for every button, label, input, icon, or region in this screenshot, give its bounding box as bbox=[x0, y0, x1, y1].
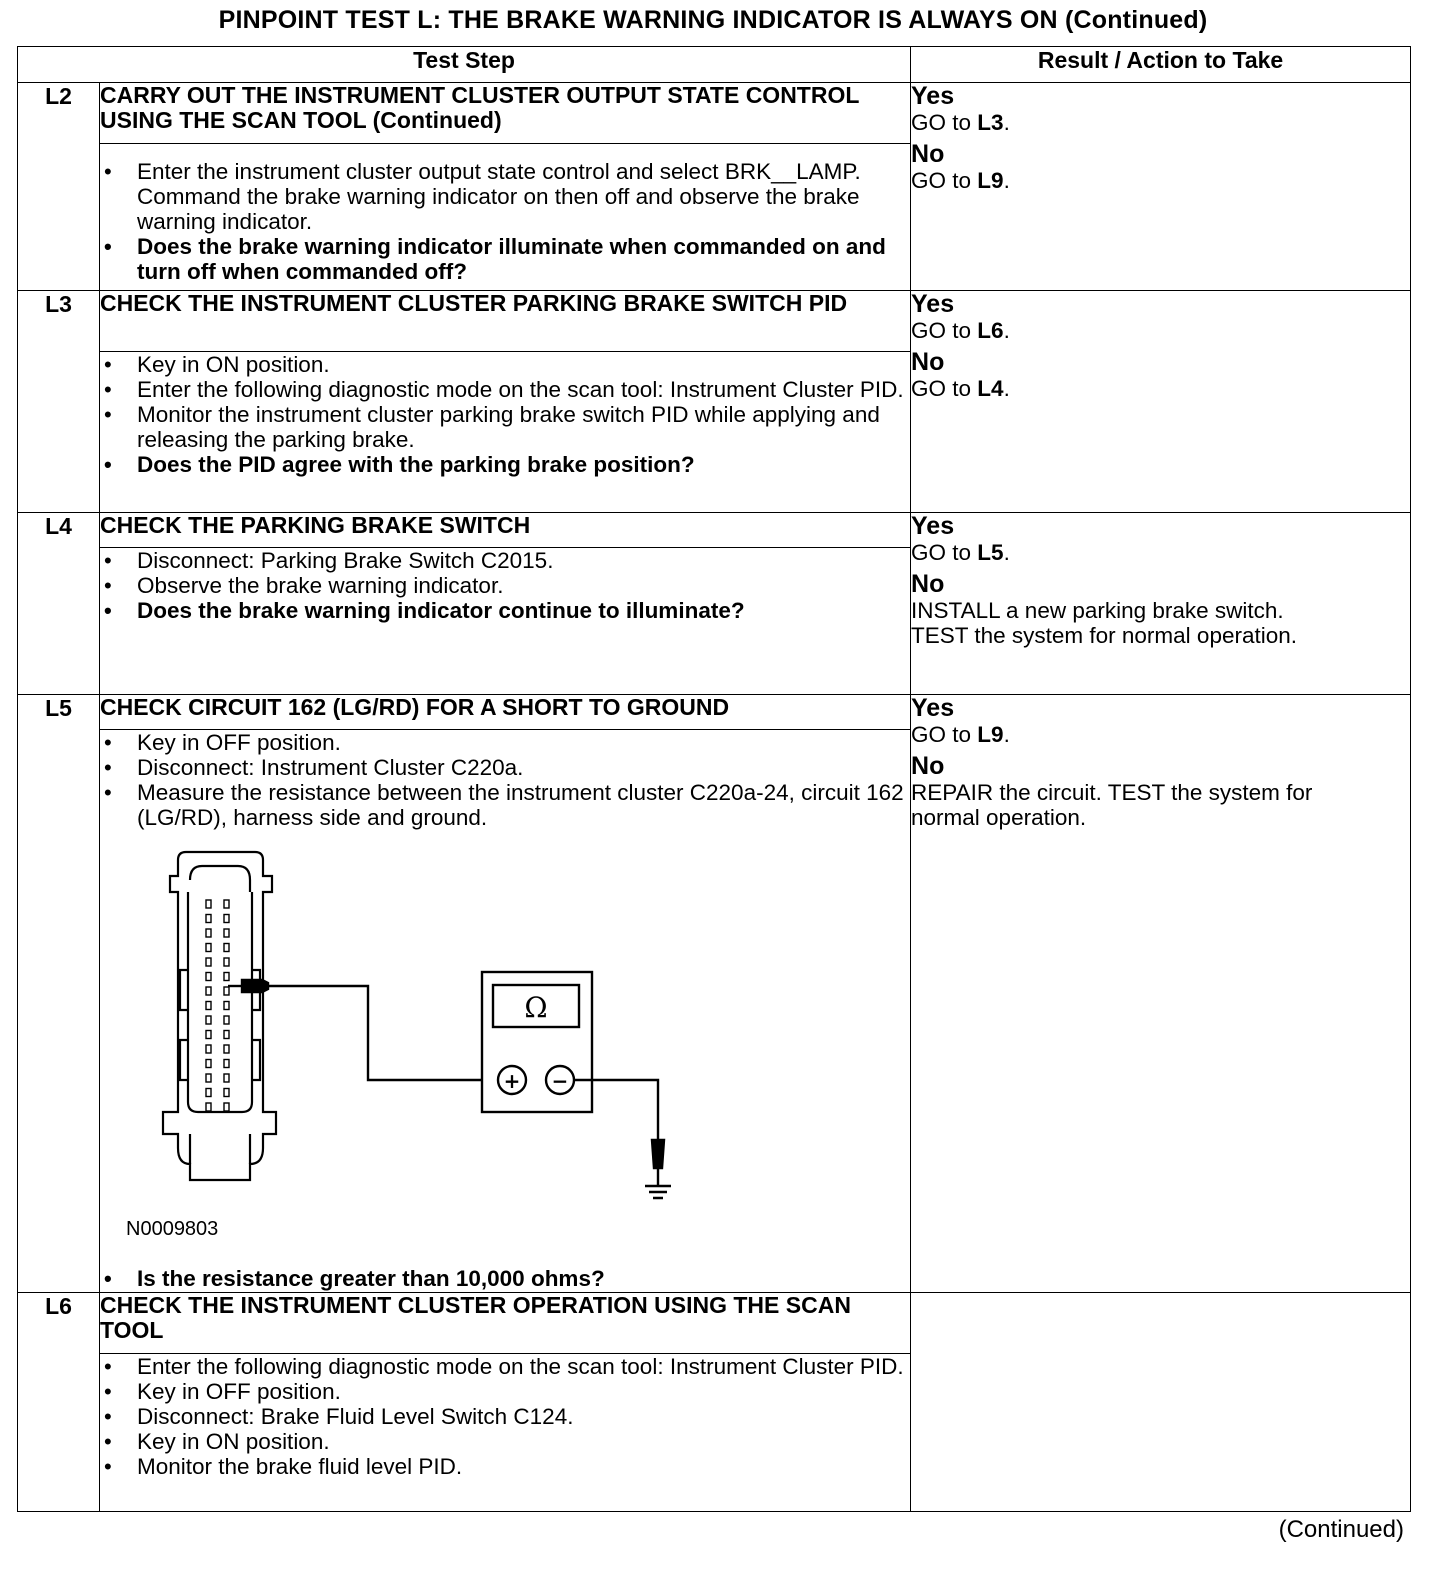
list-item: • Enter the following diagnostic mode on the scan tool: Instrument Cluster PID. bbox=[100, 377, 910, 402]
list-item: • Key in ON position. bbox=[100, 1429, 910, 1454]
step-l2-body bbox=[100, 144, 911, 291]
list-item: • Measure the resistance between the instrument cluster C220a-24, circuit 162 (LG/RD), harness side and ground. bbox=[100, 780, 910, 830]
list-item: • Key in OFF position. bbox=[100, 730, 910, 755]
connector-pin-cavity bbox=[224, 900, 229, 908]
connector-pin-cavity bbox=[224, 1074, 229, 1082]
no-action-line: normal operation. bbox=[911, 805, 1087, 830]
step-question: • Does the brake warning indicator illuminate when commanded on and turn off when commanded off? bbox=[100, 234, 910, 284]
plus-sign: + bbox=[503, 1069, 521, 1093]
step-l3-title-row bbox=[18, 291, 1411, 352]
step-l6-body bbox=[100, 1354, 911, 1512]
connector-pin-cavity bbox=[206, 929, 211, 937]
step-id-l4: L4 bbox=[18, 513, 100, 695]
connector-pin-cavity bbox=[224, 1089, 229, 1097]
positive-lead-wire bbox=[268, 986, 482, 1080]
list-item: • Observe the brake warning indicator. bbox=[100, 573, 910, 598]
connector-pin-cavity bbox=[224, 1016, 229, 1024]
step-l5-body bbox=[100, 730, 911, 1293]
connector-pin-cavity bbox=[206, 1089, 211, 1097]
yes-target-link[interactable]: L5 bbox=[977, 540, 1004, 565]
ohm-symbol: Ω bbox=[524, 991, 548, 1024]
figure-code: N0009803 bbox=[126, 1218, 219, 1240]
continued-footer: (Continued) bbox=[1278, 1516, 1404, 1543]
connector-pin-cavity bbox=[224, 944, 229, 952]
connector-latch bbox=[190, 866, 250, 892]
step-l4-body bbox=[100, 548, 911, 695]
connector-pin-cavity bbox=[224, 1060, 229, 1068]
connector-diagram bbox=[100, 830, 740, 1270]
list-item: • Enter the instrument cluster output state control and select BRK__LAMP. Command the brake warning indicator on then off and observe the brake warning indicator. bbox=[100, 159, 910, 234]
connector-pin-cavity bbox=[224, 1031, 229, 1039]
connector-pin-cavity bbox=[206, 1016, 211, 1024]
step-l2-result bbox=[911, 83, 1411, 291]
connector-pin-cavity bbox=[206, 987, 211, 995]
connector-pins bbox=[206, 900, 229, 1111]
list-item: • Disconnect: Instrument Cluster C220a. bbox=[100, 755, 910, 780]
connector-pin-cavity bbox=[206, 1060, 211, 1068]
step-l4-result bbox=[911, 513, 1411, 695]
connector-pin-cavity bbox=[206, 1074, 211, 1082]
step-id-l2: L2 bbox=[18, 83, 100, 291]
no-action-line: INSTALL a new parking brake switch. bbox=[911, 598, 1284, 623]
step-l3-result bbox=[911, 291, 1411, 513]
connector-pin-cavity bbox=[224, 987, 229, 995]
step-l2-title-row bbox=[18, 83, 1411, 144]
list-item: • Disconnect: Parking Brake Switch C2015. bbox=[100, 548, 910, 573]
yes-action: GO to L5. bbox=[911, 540, 1010, 565]
no-target-link[interactable]: L4 bbox=[977, 376, 1004, 401]
no-action-line: TEST the system for normal operation. bbox=[911, 623, 1298, 648]
step-l6-result bbox=[911, 1293, 1411, 1512]
connector-pin-cavity bbox=[224, 929, 229, 937]
no-target-link[interactable]: L9 bbox=[977, 168, 1004, 193]
table-header-row bbox=[18, 47, 1411, 83]
list-item: • Monitor the brake fluid level PID. bbox=[100, 1454, 910, 1479]
list-item: • Disconnect: Brake Fluid Level Switch C124. bbox=[100, 1404, 910, 1429]
connector-pin-cavity bbox=[206, 1002, 211, 1010]
step-l5-title-row bbox=[18, 695, 1411, 730]
negative-lead-wire bbox=[574, 1080, 658, 1140]
step-l4-title: CHECK THE PARKING BRAKE SWITCH bbox=[100, 513, 911, 548]
yes-label: Yes bbox=[911, 82, 955, 110]
probe-body bbox=[242, 980, 268, 992]
no-label: No bbox=[911, 348, 945, 376]
connector-pin-cavity bbox=[206, 973, 211, 981]
header-result: Result / Action to Take bbox=[911, 47, 1411, 83]
step-l3-body bbox=[100, 352, 911, 513]
connector-base bbox=[190, 1134, 250, 1164]
connector-pin-cavity bbox=[224, 1103, 229, 1111]
no-action-line: REPAIR the circuit. TEST the system for bbox=[911, 780, 1313, 805]
list-item: • Monitor the instrument cluster parking brake switch PID while applying and releasing the parking brake. bbox=[100, 402, 910, 452]
no-label: No bbox=[911, 570, 945, 598]
yes-target-link[interactable]: L3 bbox=[977, 110, 1004, 135]
minus-sign: − bbox=[551, 1069, 569, 1093]
step-l3-title: CHECK THE INSTRUMENT CLUSTER PARKING BRAKE SWITCH PID bbox=[100, 291, 911, 352]
connector-pin-cavity bbox=[224, 1045, 229, 1053]
connector-diagram-svg bbox=[100, 830, 740, 1270]
ground-probe bbox=[652, 1140, 664, 1168]
pinpoint-test-table bbox=[17, 46, 1411, 1512]
connector-rib bbox=[180, 1040, 188, 1080]
step-l4-title-row bbox=[18, 513, 1411, 548]
connector-pin-cavity bbox=[206, 944, 211, 952]
step-question: • Does the brake warning indicator continue to illuminate? bbox=[100, 598, 910, 623]
no-action: GO to L9. bbox=[911, 168, 1010, 193]
connector-pin-cavity bbox=[224, 915, 229, 923]
step-id-l6: L6 bbox=[18, 1293, 100, 1512]
connector-pin-cavity bbox=[224, 958, 229, 966]
yes-target-link[interactable]: L9 bbox=[977, 722, 1004, 747]
yes-target-link[interactable]: L6 bbox=[977, 318, 1004, 343]
step-l5-title: CHECK CIRCUIT 162 (LG/RD) FOR A SHORT TO GROUND bbox=[100, 695, 911, 730]
list-item: • Enter the following diagnostic mode on the scan tool: Instrument Cluster PID. bbox=[100, 1354, 910, 1379]
step-l6-title: CHECK THE INSTRUMENT CLUSTER OPERATION USING THE SCAN TOOL bbox=[100, 1293, 911, 1354]
connector-pin-cavity bbox=[206, 958, 211, 966]
no-label: No bbox=[911, 752, 945, 780]
yes-action: GO to L9. bbox=[911, 722, 1010, 747]
step-question: • Is the resistance greater than 10,000 ohms? bbox=[100, 1266, 910, 1291]
list-item: • Key in ON position. bbox=[100, 352, 910, 377]
step-question: • Does the PID agree with the parking brake position? bbox=[100, 452, 910, 477]
connector-pin-cavity bbox=[224, 1002, 229, 1010]
step-l2-title: CARRY OUT THE INSTRUMENT CLUSTER OUTPUT STATE CONTROL USING THE SCAN TOOL (Continued) bbox=[100, 83, 911, 144]
step-id-l5: L5 bbox=[18, 695, 100, 1293]
step-l5-result bbox=[911, 695, 1411, 1293]
connector-pin-cavity bbox=[206, 1031, 211, 1039]
yes-action: GO to L3. bbox=[911, 110, 1010, 135]
yes-label: Yes bbox=[911, 512, 955, 540]
page-title: PINPOINT TEST L: THE BRAKE WARNING INDICATOR IS ALWAYS ON (Continued) bbox=[218, 6, 1208, 34]
step-l6-title-row bbox=[18, 1293, 1411, 1354]
connector-rib bbox=[252, 1040, 260, 1080]
yes-label: Yes bbox=[911, 290, 955, 318]
ground-symbol bbox=[645, 1186, 671, 1198]
connector-pin-cavity bbox=[224, 973, 229, 981]
connector-pin-cavity bbox=[206, 915, 211, 923]
connector-pin-cavity bbox=[206, 900, 211, 908]
no-label: No bbox=[911, 140, 945, 168]
yes-action: GO to L6. bbox=[911, 318, 1010, 343]
step-id-l3: L3 bbox=[18, 291, 100, 513]
connector-rib bbox=[180, 970, 188, 1010]
connector-pin-cavity bbox=[206, 1103, 211, 1111]
connector-pin-cavity bbox=[206, 1045, 211, 1053]
connector-inner-wall bbox=[188, 892, 252, 1112]
header-test-step: Test Step bbox=[18, 47, 911, 83]
connector-outline bbox=[163, 852, 276, 1180]
no-action: GO to L4. bbox=[911, 376, 1010, 401]
yes-label: Yes bbox=[911, 694, 955, 722]
list-item: • Key in OFF position. bbox=[100, 1379, 910, 1404]
